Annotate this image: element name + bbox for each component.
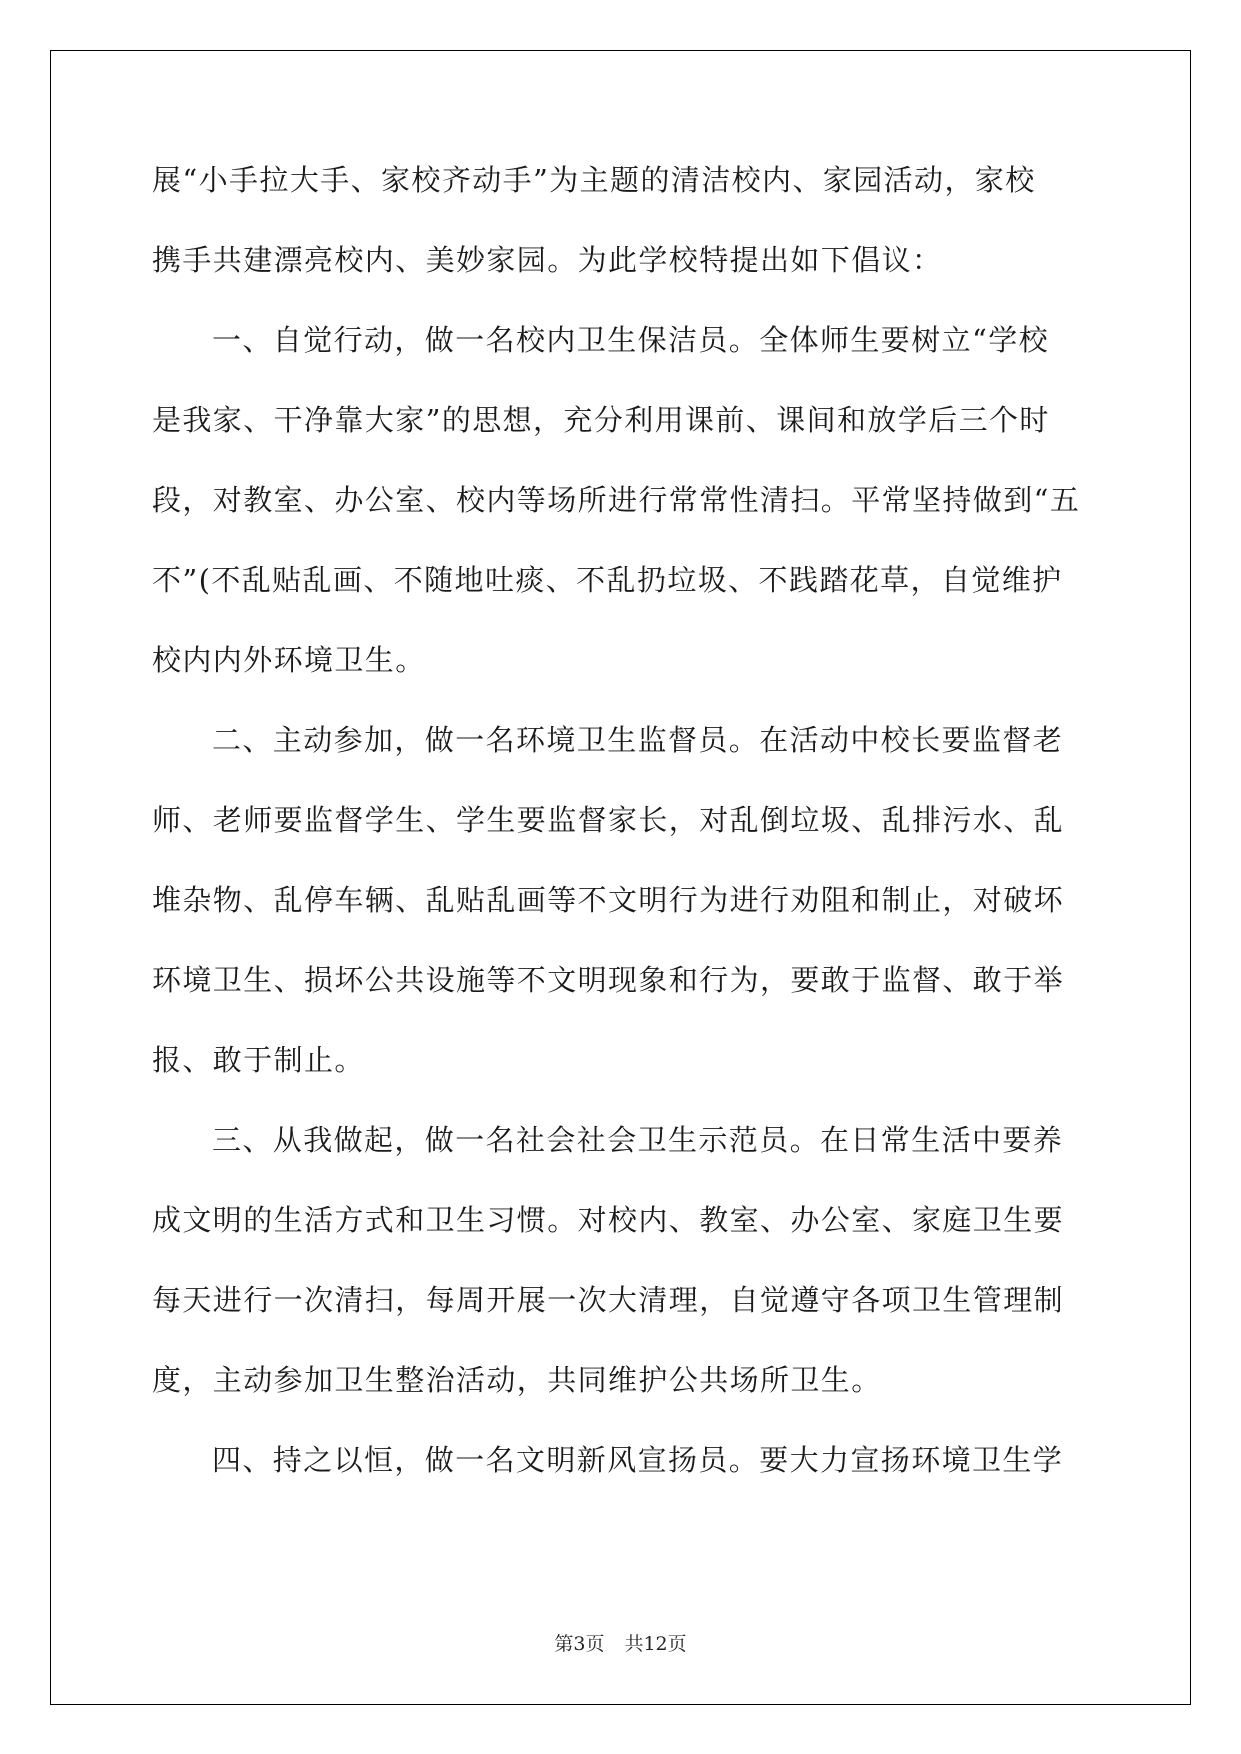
text-line: 环境卫生、损坏公共设施等不文明现象和行为，要敢于监督、敢于举 [152, 963, 1065, 997]
text-line: 展“小手拉大手、家校齐动手”为主题的清洁校内、家园活动，家校 [152, 163, 1036, 197]
paragraph-start-line: 三、从我做起，做一名社会社会卫生示范员。在日常生活中要养 [212, 1123, 1064, 1157]
page-number: 第3页 [554, 1633, 605, 1655]
text-line: 每天进行一次清扫，每周开展一次大清理，自觉遵守各项卫生管理制 [152, 1283, 1065, 1317]
text-line: 段，对教室、办公室、校内等场所进行常常性清扫。平常坚持做到“五 [152, 483, 1081, 517]
paragraph-start-line: 四、持之以恒，做一名文明新风宣扬员。要大力宣扬环境卫生学 [212, 1443, 1064, 1477]
text-line: 报、敢于制止。 [152, 1043, 365, 1077]
page-total: 共12页 [624, 1633, 687, 1655]
text-line: 师、老师要监督学生、学生要监督家长，对乱倒垃圾、乱排污水、乱 [152, 803, 1065, 837]
text-line: 度，主动参加卫生整治活动，共同维护公共场所卫生。 [152, 1363, 882, 1397]
document-body [152, 165, 1092, 1525]
page-footer [0, 1633, 1241, 1655]
text-line: 堆杂物、乱停车辆、乱贴乱画等不文明行为进行劝阻和制止，对破坏 [152, 883, 1065, 917]
paragraph-start-line: 二、主动参加，做一名环境卫生监督员。在活动中校长要监督老 [212, 723, 1064, 757]
paragraph-start-line: 一、自觉行动，做一名校内卫生保洁员。全体师生要树立“学校 [212, 323, 1050, 357]
text-line: 携手共建漂亮校内、美妙家园。为此学校特提出如下倡议： [152, 243, 943, 277]
text-line: 不”(不乱贴乱画、不随地吐痰、不乱扔垃圾、不践踏花草，自觉维护 [152, 563, 1063, 597]
text-line: 成文明的生活方式和卫生习惯。对校内、教室、办公室、家庭卫生要 [152, 1203, 1065, 1237]
text-line: 是我家、干净靠大家”的思想，充分利用课前、课间和放学后三个时 [152, 403, 1050, 437]
text-line: 校内内外环境卫生。 [152, 643, 426, 677]
